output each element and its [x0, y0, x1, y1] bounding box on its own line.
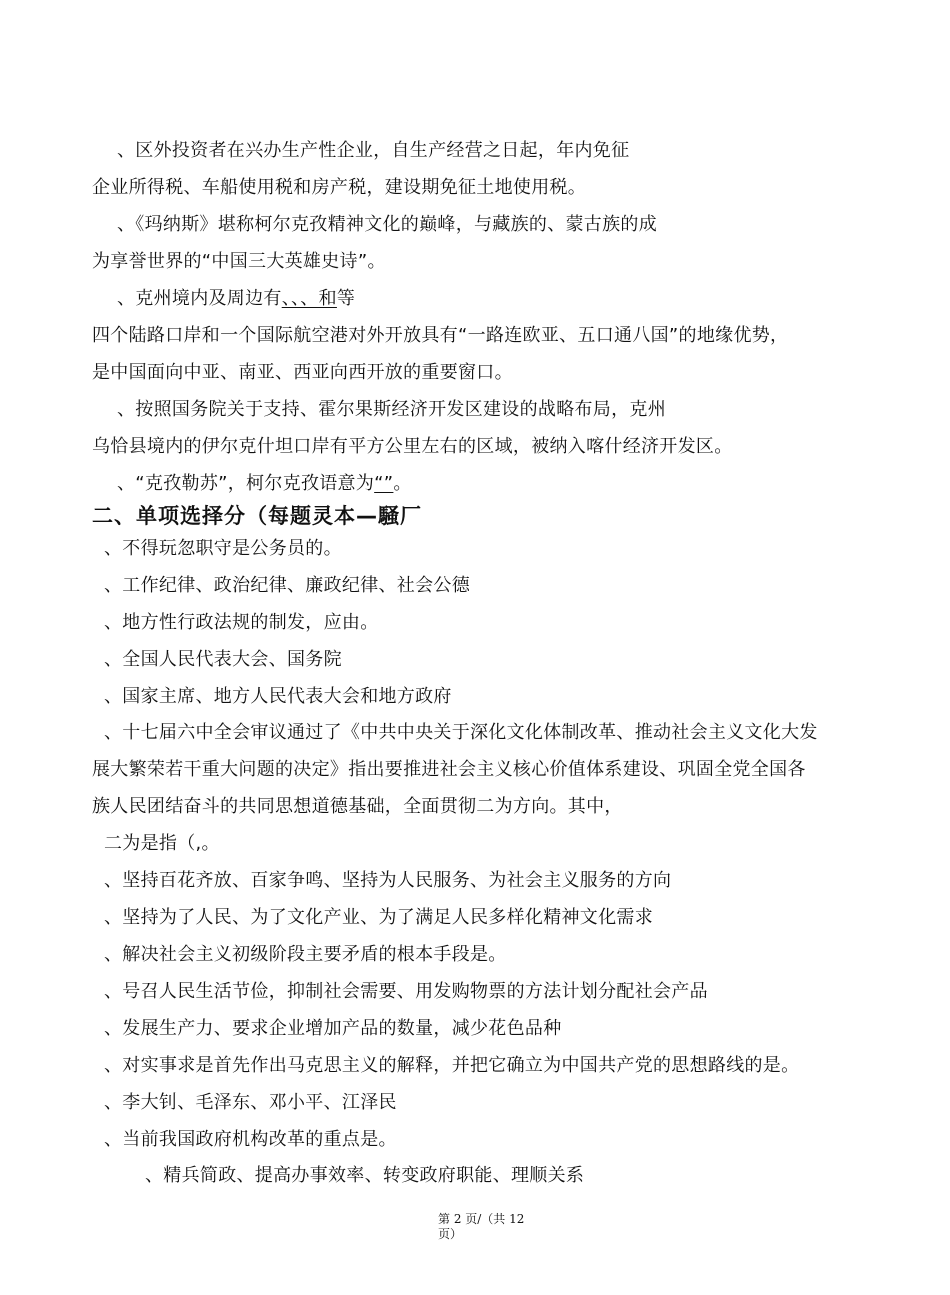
text-line: 乌恰县境内的伊尔克什坦口岸有平方公里左右的区域，被纳入喀什经济开发区。	[92, 436, 733, 457]
text-line: 企业所得税、车船使用税和房产税，建设期免征土地使用税。	[92, 177, 587, 198]
text-line: 、对实事求是首先作出马克思主义的解释，并把它确立为中国共产党的思想路线的是。	[104, 1055, 800, 1076]
text-line: 、十七届六中全会审议通过了《中共中央关于深化文化体制改革、推动社会主义文化大发	[104, 722, 818, 743]
text-line: 、精兵简政、提高办事效率、转变政府职能、理顺关系	[145, 1165, 585, 1186]
text-line: 、解决社会主义初级阶段主要矛盾的根本手段是。	[104, 944, 507, 965]
text-line: 、工作纪律、政治纪律、廉政纪律、社会公德	[104, 575, 470, 596]
section-heading: 二、单项选择分（每题灵本—騒厂	[92, 504, 422, 528]
text-line: 、全国人民代表大会、国务院	[104, 649, 342, 670]
text-segment: 。	[393, 473, 412, 494]
text-line: 二为是指（,。	[104, 833, 220, 854]
text-line: 四个陆路口岸和一个国际航空港对外开放具有“一路连欧亚、五口通八国”的地缘优势，	[92, 325, 789, 346]
text-line: 是中国面向中亚、南亚、西亚向西开放的重要窗口。	[92, 362, 513, 383]
blank-underlined: “”	[374, 473, 394, 494]
text-line: 、区外投资者在兴办生产性企业，自生产经营之日起，年内免征	[117, 140, 630, 161]
page-number-line2: 页）	[438, 1227, 463, 1241]
text-line: 、不得玩忽职守是公务员的。	[104, 538, 342, 559]
text-line: 、当前我国政府机构改革的重点是。	[104, 1129, 397, 1150]
text-line: 、坚持为了人民、为了文化产业、为了满足人民多样化精神文化需求	[104, 907, 653, 928]
text-segment: 等	[336, 288, 356, 309]
blank-underlined: 、、、和	[281, 288, 337, 309]
text-line	[117, 471, 412, 497]
text-line: 、坚持百花齐放、百家争鸣、坚持为人民服务、为社会主义服务的方向	[104, 870, 672, 891]
text-line	[117, 286, 355, 312]
text-line: 、国家主席、地方人民代表大会和地方政府	[104, 686, 452, 707]
text-line: 、李大钊、毛泽东、邓小平、江泽民	[104, 1092, 397, 1113]
text-segment: 、“克孜勒苏”，柯尔克孜语意为	[117, 473, 375, 494]
text-line: 展大繁荣若干重大问题的决定》指出要推进社会主义核心价值体系建设、巩固全党全国各	[92, 759, 806, 780]
text-line: 、按照国务院关于支持、霍尔果斯经济开发区建设的战略布局，克州	[117, 399, 666, 420]
page-number-line1: 第 2 页/（共 12	[438, 1212, 525, 1226]
text-line: 为享誉世界的“中国三大英雄史诗”。	[92, 251, 386, 272]
text-segment: 、克州境内及周边有	[117, 288, 282, 309]
text-line: 、《玛纳斯》堪称柯尔克孜精神文化的巅峰，与藏族的、蒙古族的成	[117, 214, 657, 235]
text-line: 、地方性行政法规的制发，应由。	[104, 612, 379, 633]
text-line: 、号召人民生活节俭，抑制社会需要、用发购物票的方法计划分配社会产品	[104, 981, 708, 1002]
text-line: 、发展生产力、要求企业增加产品的数量，减少花色品种	[104, 1018, 562, 1039]
text-line: 族人民团结奋斗的共同思想道德基础，全面贯彻二为方向。其中，	[92, 796, 623, 817]
